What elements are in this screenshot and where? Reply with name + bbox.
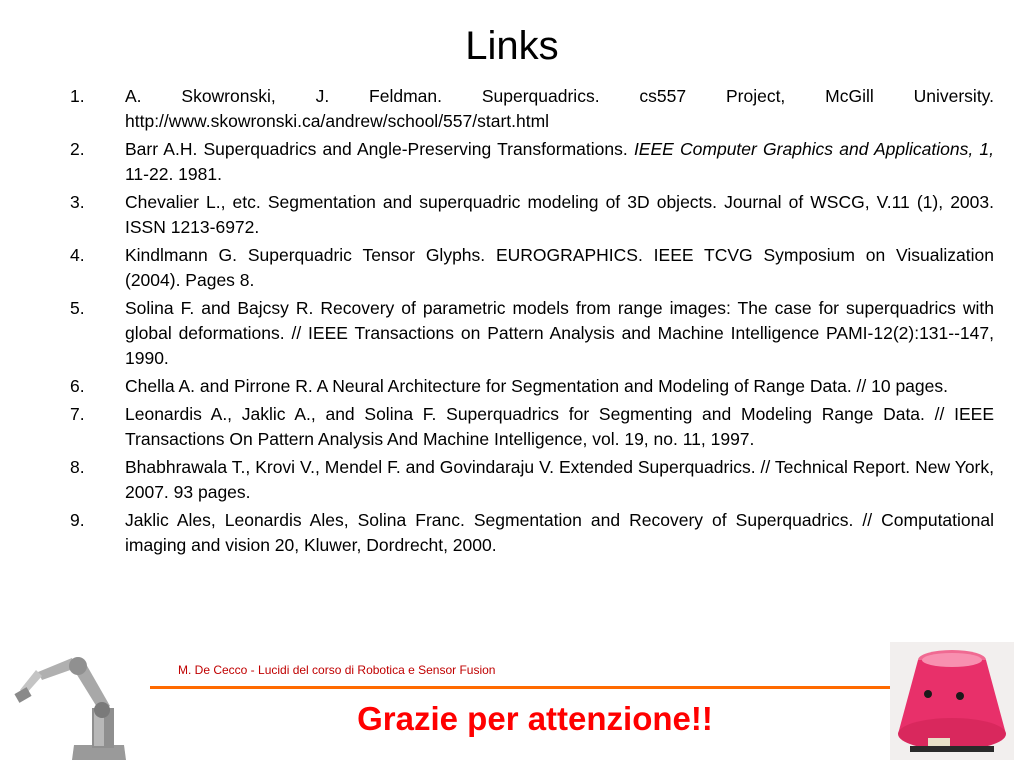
reference-number: 1.	[70, 86, 85, 106]
reference-item	[70, 137, 994, 187]
reference-text-part: Barr A.H. Superquadrics and Angle-Preserving Transformations.	[125, 139, 628, 159]
reference-number: 8.	[70, 457, 85, 477]
reference-number: 5.	[70, 298, 85, 318]
reference-item	[70, 84, 994, 134]
reference-item	[70, 296, 994, 371]
reference-item	[70, 374, 994, 399]
slide-title: Links	[465, 24, 559, 68]
reference-text-part: 11-22. 1981.	[125, 164, 222, 184]
thanks-message: Grazie per attenzione!!	[357, 700, 713, 737]
reference-item	[70, 190, 994, 240]
reference-journal: IEEE Computer Graphics and Applications, 1,	[633, 139, 995, 159]
reference-item	[70, 402, 994, 452]
reference-text: Chella A. and Pirrone R. A Neural Architecture for Segmentation and Modeling of Range Data. // 10 pages.	[125, 376, 948, 396]
footer-divider	[150, 686, 890, 689]
reference-text: Leonardis A., Jaklic A., and Solina F. Superquadrics for Segmenting and Modeling Range Data. // IEEE Transactions On Pattern Analysis And Machine Intelligence, vol. 19, no. 11, 1997.	[125, 404, 994, 449]
reference-item	[70, 508, 994, 558]
reference-number: 6.	[70, 376, 85, 396]
reference-text: Jaklic Ales, Leonardis Ales, Solina Franc. Segmentation and Recovery of Superquadrics. // Computational imaging and vision 20, Kluwer, Dordrecht, 2000.	[125, 510, 994, 555]
reference-number: 3.	[70, 192, 85, 212]
reference-text: Bhabhrawala T., Krovi V., Mendel F. and Govindaraju V. Extended Superquadrics. // Technical Report. New York, 2007. 93 pages.	[125, 457, 994, 502]
footer-credit: M. De Cecco - Lucidi del corso di Robotica e Sensor Fusion	[178, 663, 496, 677]
reference-item	[70, 243, 994, 293]
reference-number: 2.	[70, 139, 85, 159]
reference-text: Kindlmann G. Superquadric Tensor Glyphs. EUROGRAPHICS. IEEE TCVG Symposium on Visualization (2004). Pages 8.	[125, 245, 994, 290]
reference-text: A. Skowronski, J. Feldman. Superquadrics. cs557 Project, McGill University. http://www.skowronski.ca/andrew/school/557/start.html	[125, 86, 994, 131]
reference-number: 7.	[70, 404, 85, 424]
reference-text	[125, 137, 994, 187]
reference-number: 9.	[70, 510, 85, 530]
reference-list	[70, 84, 994, 561]
reference-number: 4.	[70, 245, 85, 265]
reference-text: Solina F. and Bajcsy R. Recovery of parametric models from range images: The case for superquadrics with global deformations. // IEEE Transactions on Pattern Analysis and Machine Intelligence PAMI-12(2):131--147, 1990.	[125, 298, 994, 368]
reference-text: Chevalier L., etc. Segmentation and superquadric modeling of 3D objects. Journal of WSCG, V.11 (1), 2003. ISSN 1213-6972.	[125, 192, 994, 237]
reference-item	[70, 455, 994, 505]
